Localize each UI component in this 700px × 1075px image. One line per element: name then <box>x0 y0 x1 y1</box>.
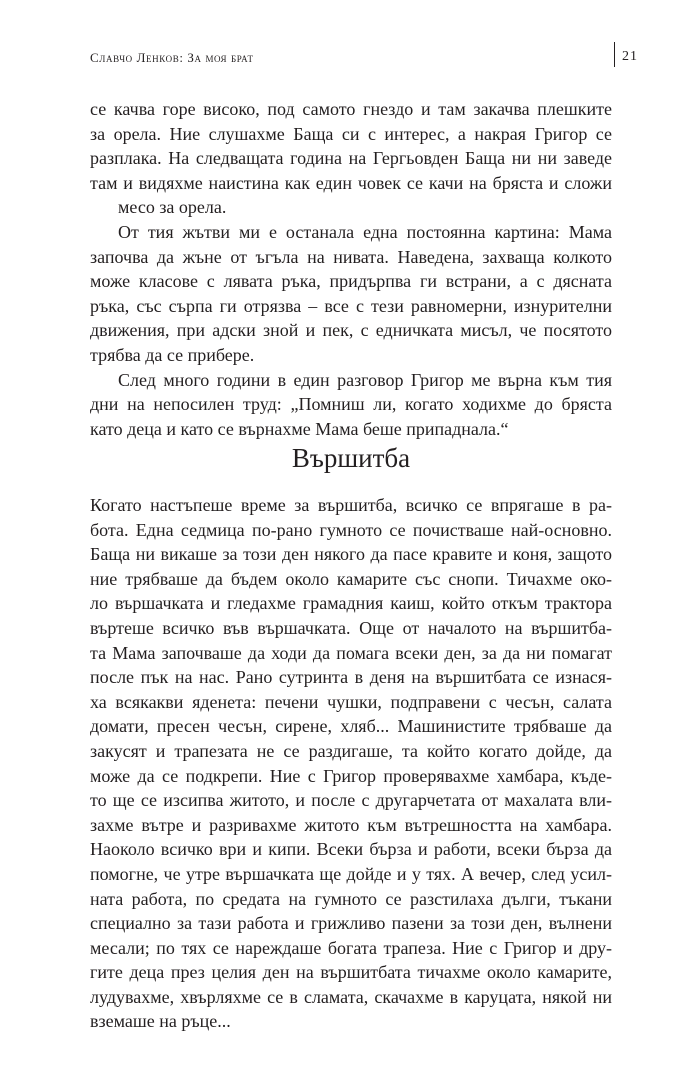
text-line: разплака. На следващата година на Гергьовден Баща ни ни заведе <box>90 148 612 169</box>
text-line: След много години в един разговор Григор ме върна към тия <box>118 369 612 390</box>
text-line: бота. Една седмица по-рано гумното се почистваше най-основно. <box>90 519 612 540</box>
text-line: Когато настъпеше време за вършитба, всичко се впрягаше в ра- <box>90 495 612 515</box>
text-line: движения, при адски зной и пек, с едничката мисъл, че посятото <box>90 320 612 341</box>
text-line: От тия жътви ми е останала една постоянна картина: Мама <box>118 221 612 242</box>
text-line: ха всякакви яденета: печени чушки, подправени с чесън, салата <box>90 691 612 712</box>
text-line: месо за орела. <box>118 197 227 218</box>
text-line: лудувахме, хвърляхме се в сламата, скачахме в каруцата, някой ни <box>90 986 612 1007</box>
text-line: като деца и като се върнахме Мама беше припаднала.“ <box>90 418 509 439</box>
text-line: трябва да се прибере. <box>90 344 255 365</box>
paragraph <box>90 97 612 220</box>
text-line: може да се подкрепи. Ние с Григор проверявахме хамбара, къде- <box>90 765 612 786</box>
text-line: може класове с лявата ръка, придърпва ги встрани, а с дясната <box>90 271 612 292</box>
text-line: месали; по тях се нареждаше богата трапеза. Ние с Григор и дру- <box>90 937 612 958</box>
text-line: ръка, със сърпа ги отрязва – все с тези равномерни, изнурителни <box>90 295 612 316</box>
paragraph <box>90 493 612 1034</box>
text-line: вземаше на ръце... <box>90 1011 231 1032</box>
text-line: после пък на нас. Рано сутринта в деня на вършитбата се изнася- <box>90 667 612 688</box>
text-line: Наоколо всичко ври и кипи. Всеки бърза и работи, всеки бърза да <box>90 839 612 860</box>
text-line: се качва горе високо, под самото гнездо и там закачва плешките <box>90 99 612 119</box>
text-line: там и видяхме наистина как един човек се качи на бряста и сложи <box>90 172 612 193</box>
text-line: въртеше всичко във вършачката. Още от началото на вършитба- <box>90 617 612 638</box>
text-block-bottom <box>90 493 612 1034</box>
text-line: закусят и трапезата не се раздигаше, та който когато дойде, да <box>90 740 612 761</box>
paragraph <box>90 368 612 442</box>
folio-divider <box>614 42 615 67</box>
text-line: дни на непосилен труд: „Помниш ли, когато ходихме до бряста <box>90 394 612 415</box>
text-line: захме вътре и разривахме житото към вътрешността на хамбара. <box>90 814 612 835</box>
text-line: започва да жъне от ъгъла на нивата. Наведена, захваща колкото <box>90 246 612 267</box>
text-line: ние трябваше да бъдем около камарите със снопи. Тичахме око- <box>90 568 612 589</box>
text-line: та Мама започваше да ходи да помага всеки ден, за да ни помагат <box>90 642 612 663</box>
text-line: домати, пресен чесън, сирене, хляб... Машинистите трябваше да <box>90 716 612 737</box>
text-line: помогне, че утре вършачката ще дойде и у тях. А вечер, след усил- <box>90 863 612 884</box>
text-line: то ще се изсипва житото, и после с другарчетата от махалата вли- <box>90 790 612 811</box>
section-heading: Вършитба <box>291 443 411 473</box>
text-line: Баща ни викаше за този ден някого да пасе кравите и коня, защото <box>90 544 612 565</box>
page-number: 21 <box>622 49 638 64</box>
text-line: специално за тази работа и грижливо пазени за този ден, вълнени <box>90 913 612 934</box>
running-head: Славчо Ленков: За моя брат <box>90 50 254 65</box>
text-line: за орела. Ние слушахме Баща си с интерес, а накрая Григор се <box>90 123 612 144</box>
text-block-top <box>90 97 612 441</box>
text-line: гите деца през целия ден на вършитбата тичахме около камарите, <box>90 962 612 983</box>
paragraph <box>90 220 612 368</box>
text-line: ната работа, по средата на гумното се разстилаха дълги, тъкани <box>90 888 612 909</box>
text-line: ло вършачката и гледахме грамадния каиш, който откъм трактора <box>90 593 612 614</box>
